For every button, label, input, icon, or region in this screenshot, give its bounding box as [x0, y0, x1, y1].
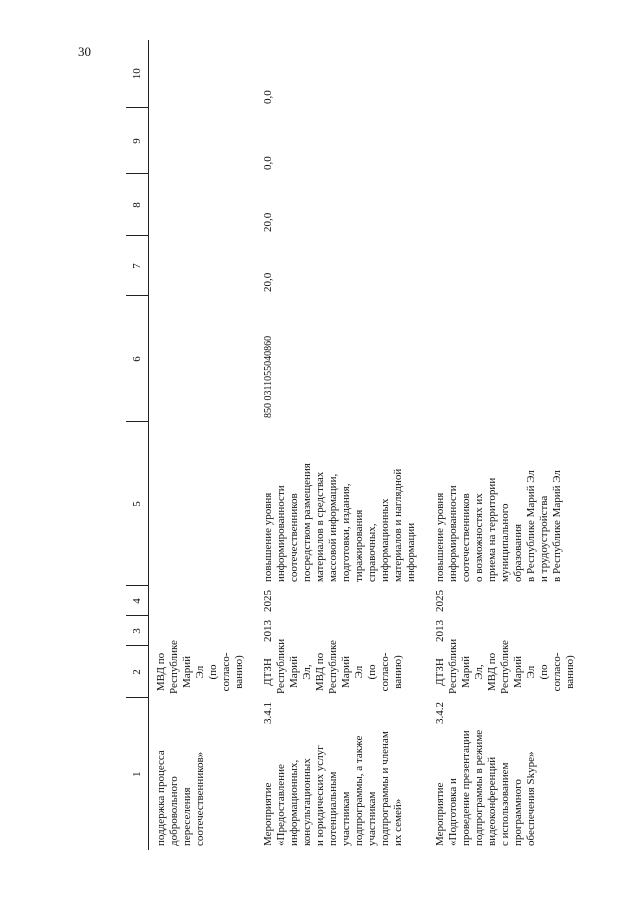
budget-code-cell — [149, 296, 257, 422]
column-header: 10 — [126, 40, 149, 108]
column-number-row — [126, 40, 149, 850]
table-row — [428, 40, 587, 850]
column-header: 6 — [126, 296, 149, 422]
measure-name-line: участникам — [340, 791, 352, 846]
measure-name-line: переселения — [181, 787, 193, 846]
budget-code: 850 0311055040860 — [263, 335, 274, 418]
expected-result-line: соотечественников — [460, 493, 472, 582]
measure-name-line: подпрограммы, а также — [353, 735, 365, 846]
column-header: 1 — [126, 698, 149, 850]
measure-name-line: добровольного — [168, 776, 180, 846]
expected-result-line: информационных — [379, 498, 391, 582]
measure-name-line: потенциальным — [327, 771, 339, 846]
measure-name-line: Мероприятие — [434, 782, 446, 846]
expected-result-line: материалов и наглядной — [392, 468, 404, 582]
expected-result-line: тиражирования — [353, 509, 365, 582]
expected-result-cell — [428, 422, 587, 586]
year-start: 2013 — [434, 620, 446, 642]
executor-line: ДТЗН — [262, 658, 274, 686]
executor-line: Республике — [499, 640, 511, 694]
amount-cell — [149, 108, 257, 174]
expected-result-line: повышение уровня — [262, 492, 274, 582]
measure-name-line: и юридических услуг — [314, 745, 326, 846]
column-header: 5 — [126, 422, 149, 586]
measure-name-line: «Предоставление — [275, 764, 287, 846]
measure-code: 3.4.2 — [434, 702, 446, 724]
measure-name-line: программного — [512, 779, 524, 846]
measure-name-cell — [428, 698, 587, 850]
measure-name-cell — [149, 698, 257, 850]
page-number: 30 — [78, 44, 91, 59]
table-body — [149, 40, 588, 850]
amount-cell — [256, 108, 428, 174]
column-header: 7 — [126, 236, 149, 296]
measure-name-line: соотечественников» — [194, 751, 206, 846]
executor-cell — [149, 640, 257, 698]
expected-result-line: повышение уровня — [434, 492, 446, 582]
expected-result-line: материалов в средствах — [314, 471, 326, 582]
expected-result-line: в Республике Марий Эл — [525, 470, 537, 582]
expected-result-line: информированности — [275, 485, 287, 582]
amount-value: 20,0 — [262, 212, 274, 232]
executor-line: ванию) — [392, 655, 404, 689]
budget-code-cell — [428, 296, 587, 422]
expected-result-line: соотечественников — [288, 493, 300, 582]
executor-line: МВД по — [314, 652, 326, 692]
executor-line: Марий Эл, — [460, 656, 485, 688]
measure-name-line: «Подготовка и — [447, 778, 459, 846]
year-end: 2025 — [434, 590, 446, 612]
executor-line: Республике — [168, 640, 180, 694]
executor-line: ДТЗН — [434, 658, 446, 686]
expected-result-line: образования — [512, 523, 524, 582]
measure-name-line: участникам — [366, 791, 378, 846]
executor-line: Марий Эл, — [288, 656, 313, 688]
expected-result-cell — [256, 422, 428, 586]
executor-line: Республике — [327, 640, 339, 694]
budget-code-cell — [256, 296, 428, 422]
expected-result-line: информированности — [447, 485, 459, 582]
executor-line: ванию) — [564, 655, 576, 689]
executor-cell — [428, 638, 587, 698]
measure-name-line: информационных, — [288, 759, 300, 846]
column-header: 8 — [126, 174, 149, 236]
year-end-cell — [149, 586, 257, 616]
measure-name-cell — [256, 698, 428, 850]
amount-cell — [149, 174, 257, 236]
expected-result-line: справочных, — [366, 523, 378, 582]
executor-line: (по согласо- — [366, 652, 391, 692]
year-end-cell — [256, 586, 428, 616]
executor-line: Республики — [447, 638, 459, 694]
expected-result-line: информации — [405, 522, 417, 582]
expected-result-line: посредством размещения — [301, 463, 313, 582]
table-row — [149, 40, 257, 850]
column-header: 3 — [126, 616, 149, 646]
executor-line: (по согласо- — [207, 652, 232, 692]
executor-line: Марий Эл — [181, 656, 206, 688]
amount-cell — [428, 174, 587, 236]
executor-line: МВД по — [155, 652, 167, 692]
table-row — [256, 40, 428, 850]
executor-line: Марий Эл — [512, 656, 537, 688]
measure-code: 3.4.1 — [262, 702, 274, 724]
executor-line: Марий Эл — [340, 656, 365, 688]
measure-name-line: консультационных — [301, 758, 313, 846]
amount-cell — [428, 40, 587, 108]
measure-name-line: подпрограммы и членам — [379, 731, 391, 846]
year-end-cell — [428, 586, 587, 616]
expected-result-line: в Республике Марий Эл — [551, 470, 563, 582]
executor-line: МВД по — [486, 652, 498, 692]
expected-result-cell — [149, 422, 257, 586]
expected-result-line: массовой информации, — [327, 473, 339, 582]
measure-name-line: проведение презентации — [460, 730, 472, 846]
amount-cell — [428, 236, 587, 296]
amount-cell — [149, 40, 257, 108]
expected-result-line: приема на территории — [486, 477, 498, 582]
program-measures-table — [126, 40, 587, 850]
amount-cell — [428, 108, 587, 174]
measure-name-line: обеспечения Skype» — [525, 751, 537, 846]
executor-line: ванию) — [233, 655, 245, 689]
expected-result-line: муниципального — [499, 503, 511, 582]
expected-result-line: подготовки, издания, — [340, 483, 352, 582]
expected-result-line: и трудоустройства — [538, 495, 550, 582]
amount-cell — [256, 236, 428, 296]
amount-cell — [256, 40, 428, 108]
measure-name-line: поддержка процесса — [155, 750, 167, 846]
expected-result-line: о возможностях их — [473, 493, 485, 582]
year-end: 2025 — [262, 590, 274, 612]
executor-cell — [256, 638, 428, 698]
executor-line: Республики — [275, 638, 287, 694]
column-header: 9 — [126, 108, 149, 174]
column-header: 4 — [126, 586, 149, 616]
year-start: 2013 — [262, 620, 274, 642]
measure-name-line: подпрограммы в режиме — [473, 729, 485, 846]
amount-cell — [256, 174, 428, 236]
amount-cell — [149, 236, 257, 296]
amount-value: 0,0 — [262, 90, 274, 104]
amount-value: 0,0 — [262, 156, 274, 170]
measure-name-line: Мероприятие — [262, 782, 274, 846]
year-start-cell — [149, 616, 257, 646]
measure-name-line: с использованием — [499, 762, 511, 846]
rotated-table-sheet — [126, 40, 639, 850]
measure-name-line: видеоконференций — [486, 756, 498, 846]
measure-name-line: их семей» — [392, 798, 404, 846]
amount-value: 20,0 — [262, 272, 274, 292]
column-header: 2 — [126, 646, 149, 698]
executor-line: (по согласо- — [538, 652, 563, 692]
